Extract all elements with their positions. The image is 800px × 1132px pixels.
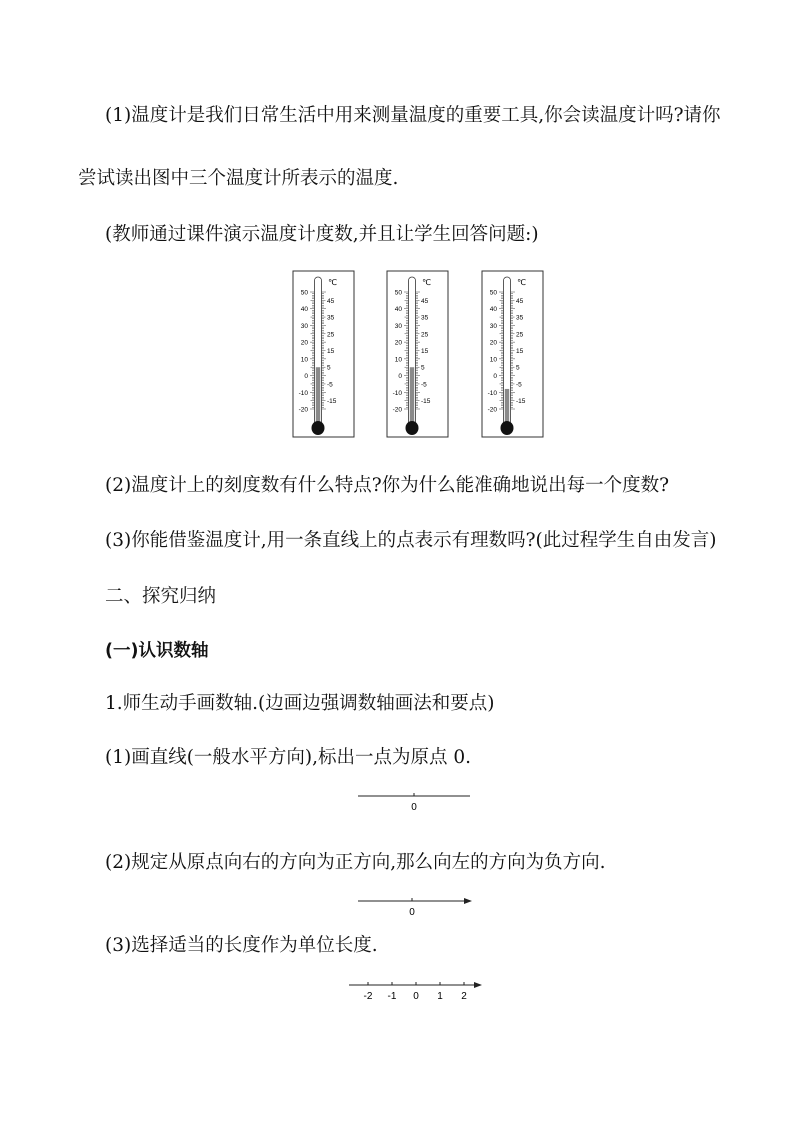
number-line-3-tick-label: 1 [437,991,443,1002]
thermometer-left-label: -10 [487,389,497,397]
thermometer-left-label: 40 [300,306,308,314]
thermometer-left-label: 50 [394,289,402,297]
thermometer-left-label: 10 [300,356,308,364]
thermometer-right-label: 5 [516,364,520,372]
thermometer-left-label: 30 [489,322,497,330]
thermometer-unit-1: ℃ [328,278,337,287]
thermometer-left-label: -10 [298,389,308,397]
number-line-1-origin-label: 0 [411,802,417,813]
step-1c: (3)选择适当的长度作为单位长度. [105,935,378,956]
thermometer-left-label: 30 [300,322,308,330]
thermometer-right-label: 35 [516,314,524,322]
thermometer-liquid-3 [505,389,509,422]
thermometer-right-label: 35 [421,314,429,322]
thermometer-right-label: 35 [327,314,335,322]
number-line-3-tick-label: 2 [461,991,467,1002]
number-line-1 [350,788,480,814]
thermometer-left-label: 10 [394,356,402,364]
step-1b: (2)规定从原点向右的方向为正方向,那么向左的方向为负方向. [105,852,606,873]
thermometer-left-label: -20 [392,406,402,414]
thermometer-left-label: 0 [493,373,497,381]
thermometer-left-label: 50 [489,289,497,297]
number-line-3-tick-label: -2 [363,991,373,1002]
number-line-2-arrow-icon [464,898,472,904]
thermometer-right-label: 15 [516,348,524,355]
thermometer-right-label: 45 [516,297,524,305]
paragraph-3: (2)温度计上的刻度数有什么特点?你为什么能准确地说出每一个度数? [105,475,670,496]
thermometer-right-label: -5 [516,381,522,389]
thermometer-right-label: 25 [516,331,524,339]
number-line-3-arrow-icon [474,982,482,988]
number-line-2-origin-label: 0 [409,907,415,918]
thermometer-right-label: 45 [327,297,335,305]
number-line-3 [345,976,490,1004]
step-1: 1.师生动手画数轴.(边画边强调数轴画法和要点) [105,693,495,714]
thermometer-right-label: 15 [327,348,335,355]
thermometer-left-label: 10 [489,356,497,364]
thermometers-figure [292,270,544,440]
subsection-heading-1: (一)认识数轴 [105,641,209,661]
thermometer-right-label: -5 [327,381,333,389]
thermometer-left-label: 0 [398,373,402,381]
thermometer-unit-3: ℃ [517,278,526,287]
thermometer-right-label: 15 [421,348,429,355]
paragraph-1-line-2: 尝试读出图中三个温度计所表示的温度. [78,168,399,189]
thermometer-left-label: 20 [489,339,497,347]
thermometer-left-label: 20 [300,339,308,347]
section-heading-2: 二、探究归纳 [105,586,217,607]
thermometer-liquid-1 [316,367,320,422]
thermometer-right-label: -15 [516,398,526,406]
number-line-2 [350,893,480,919]
thermometer-right-label: 45 [421,297,429,305]
thermometer-left-label: 20 [394,339,402,347]
paragraph-4: (3)你能借鉴温度计,用一条直线上的点表示有理数吗?(此过程学生自由发言) [105,530,717,551]
number-line-3-tick-label: -1 [387,991,397,1002]
thermometer-right-label: 25 [327,331,335,339]
thermometer-right-label: 5 [327,364,331,372]
thermometer-left-label: 0 [304,373,308,381]
thermometer-left-label: -20 [298,406,308,414]
thermometer-left-label: -10 [392,389,402,397]
thermometer-bulb-1 [312,421,325,435]
number-line-3-tick-label: 0 [413,991,419,1002]
thermometer-left-label: 40 [489,306,497,314]
step-1a: (1)画直线(一般水平方向),标出一点为原点 0. [105,747,472,768]
thermometer-right-label: -15 [327,398,337,406]
thermometer-left-label: 30 [394,322,402,330]
thermometer-left-label: 40 [394,306,402,314]
thermometer-bulb-2 [406,421,419,435]
thermometer-right-label: -5 [421,381,427,389]
thermometer-bulb-3 [501,421,514,435]
thermometer-left-label: 50 [300,289,308,297]
paragraph-2: (教师通过课件演示温度计度数,并且让学生回答问题:) [105,224,539,245]
thermometer-right-label: 5 [421,364,425,372]
paragraph-1-line-1: (1)温度计是我们日常生活中用来测量温度的重要工具,你会读温度计吗?请你 [105,105,721,126]
thermometer-unit-2: ℃ [422,278,431,287]
thermometer-left-label: -20 [487,406,497,414]
thermometer-right-label: 25 [421,331,429,339]
thermometer-right-label: -15 [421,398,431,406]
thermometer-liquid-2 [410,367,414,422]
thermometers-svg [292,270,544,440]
